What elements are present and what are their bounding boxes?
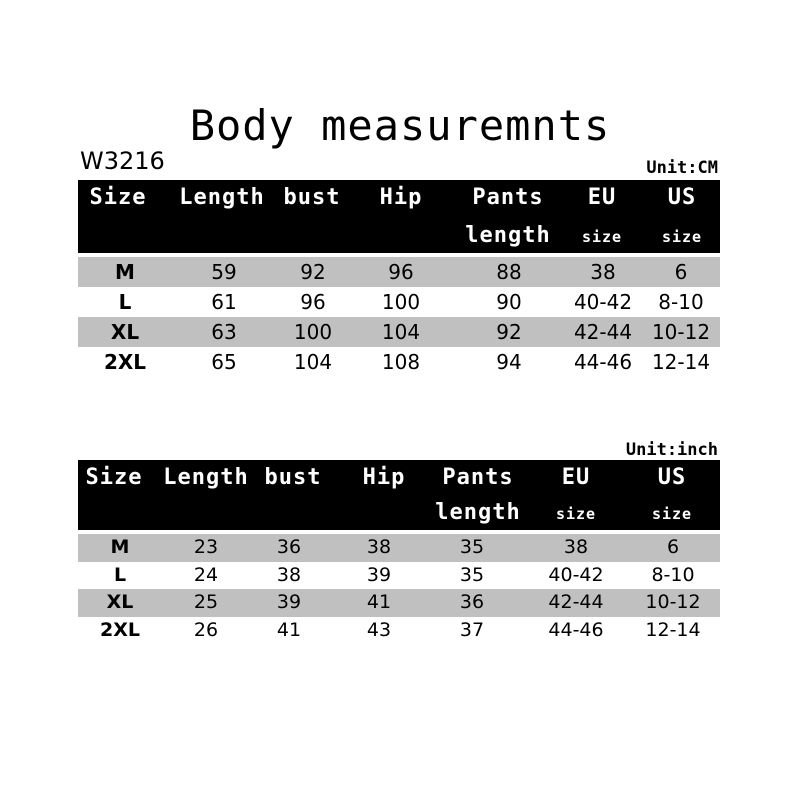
table-row bbox=[78, 589, 720, 617]
table-row bbox=[78, 317, 720, 347]
value-cell: 96 bbox=[388, 260, 414, 284]
value-cell: 100 bbox=[293, 320, 333, 344]
value-cell: 61 bbox=[211, 290, 237, 314]
value-cell: 59 bbox=[211, 260, 237, 284]
product-code: W3216 bbox=[80, 147, 165, 175]
value-cell: 10-12 bbox=[645, 591, 701, 613]
value-cell: 42-44 bbox=[548, 591, 604, 613]
value-cell: 35 bbox=[459, 536, 485, 558]
value-cell: 26 bbox=[193, 618, 219, 641]
header-sublabel: length bbox=[465, 223, 551, 248]
header-sublabel: length bbox=[435, 500, 521, 525]
value-cell: 104 bbox=[293, 350, 333, 374]
table-body bbox=[78, 534, 720, 644]
size-cell: 2XL bbox=[103, 350, 147, 374]
value-cell: 90 bbox=[496, 290, 522, 314]
header-label: Pants bbox=[472, 185, 544, 210]
value-cell: 38 bbox=[590, 260, 616, 284]
header-label: Size bbox=[85, 465, 143, 490]
value-cell: 38 bbox=[366, 536, 392, 558]
value-cell: 39 bbox=[276, 591, 302, 613]
value-cell: 42-44 bbox=[573, 320, 633, 344]
header-label: US bbox=[667, 185, 697, 210]
header-label: Hip bbox=[379, 185, 423, 210]
value-cell: 12-14 bbox=[645, 618, 701, 641]
value-cell: 12-14 bbox=[651, 350, 711, 374]
header-label: Hip bbox=[362, 465, 406, 490]
header-sublabel: size bbox=[651, 505, 693, 523]
value-cell: 39 bbox=[366, 563, 392, 586]
header-label: EU bbox=[561, 465, 591, 490]
header-label: Length bbox=[179, 185, 265, 210]
value-cell: 6 bbox=[666, 536, 680, 558]
table-header bbox=[78, 460, 720, 530]
table-row bbox=[78, 347, 720, 377]
value-cell: 40-42 bbox=[573, 290, 633, 314]
value-cell: 41 bbox=[276, 618, 302, 641]
value-cell: 38 bbox=[276, 563, 302, 586]
value-cell: 44-46 bbox=[573, 350, 633, 374]
header-sublabel: size bbox=[581, 228, 623, 246]
unit-label-inch: Unit:inch bbox=[625, 440, 718, 460]
value-cell: 92 bbox=[496, 320, 522, 344]
value-cell: 94 bbox=[496, 350, 522, 374]
value-cell: 40-42 bbox=[548, 563, 604, 586]
value-cell: 63 bbox=[211, 320, 237, 344]
value-cell: 43 bbox=[366, 618, 392, 641]
value-cell: 23 bbox=[193, 536, 219, 558]
table-row bbox=[78, 287, 720, 317]
header-label: US bbox=[657, 465, 687, 490]
value-cell: 36 bbox=[276, 536, 302, 558]
header-sublabel: size bbox=[661, 228, 703, 246]
page-title: Body measuremnts bbox=[189, 101, 611, 150]
header-label: Pants bbox=[442, 465, 514, 490]
value-cell: 38 bbox=[563, 536, 589, 558]
size-table-cm bbox=[78, 180, 720, 377]
table-header bbox=[78, 180, 720, 253]
value-cell: 25 bbox=[193, 591, 219, 613]
value-cell: 41 bbox=[366, 591, 392, 613]
size-cell: XL bbox=[110, 320, 140, 344]
value-cell: 96 bbox=[300, 290, 326, 314]
unit-label-cm: Unit:CM bbox=[646, 158, 718, 178]
size-cell: L bbox=[113, 563, 127, 586]
value-cell: 104 bbox=[381, 320, 421, 344]
value-cell: 100 bbox=[381, 290, 421, 314]
size-table-inch bbox=[78, 460, 720, 644]
value-cell: 36 bbox=[459, 591, 485, 613]
table-row bbox=[78, 257, 720, 287]
header-label: Size bbox=[89, 185, 147, 210]
header-label: Length bbox=[163, 465, 249, 490]
table-body bbox=[78, 257, 720, 377]
header-label: bust bbox=[264, 465, 322, 490]
value-cell: 65 bbox=[211, 350, 237, 374]
header-label: bust bbox=[283, 185, 341, 210]
value-cell: 37 bbox=[459, 618, 485, 641]
size-cell: M bbox=[115, 260, 135, 284]
value-cell: 6 bbox=[674, 260, 688, 284]
value-cell: 10-12 bbox=[651, 320, 711, 344]
value-cell: 108 bbox=[381, 350, 421, 374]
table-row bbox=[78, 534, 720, 562]
header-label: EU bbox=[587, 185, 617, 210]
size-cell: 2XL bbox=[100, 618, 140, 641]
value-cell: 88 bbox=[496, 260, 522, 284]
value-cell: 92 bbox=[300, 260, 326, 284]
value-cell: 8-10 bbox=[651, 563, 695, 586]
table-row bbox=[78, 617, 720, 645]
value-cell: 35 bbox=[459, 563, 485, 586]
value-cell: 24 bbox=[193, 563, 219, 586]
size-cell: M bbox=[110, 536, 130, 558]
size-cell: L bbox=[118, 290, 132, 314]
value-cell: 44-46 bbox=[548, 618, 604, 641]
header-sublabel: size bbox=[555, 505, 597, 523]
size-cell: XL bbox=[106, 591, 134, 613]
value-cell: 8-10 bbox=[658, 290, 704, 314]
table-row bbox=[78, 562, 720, 590]
